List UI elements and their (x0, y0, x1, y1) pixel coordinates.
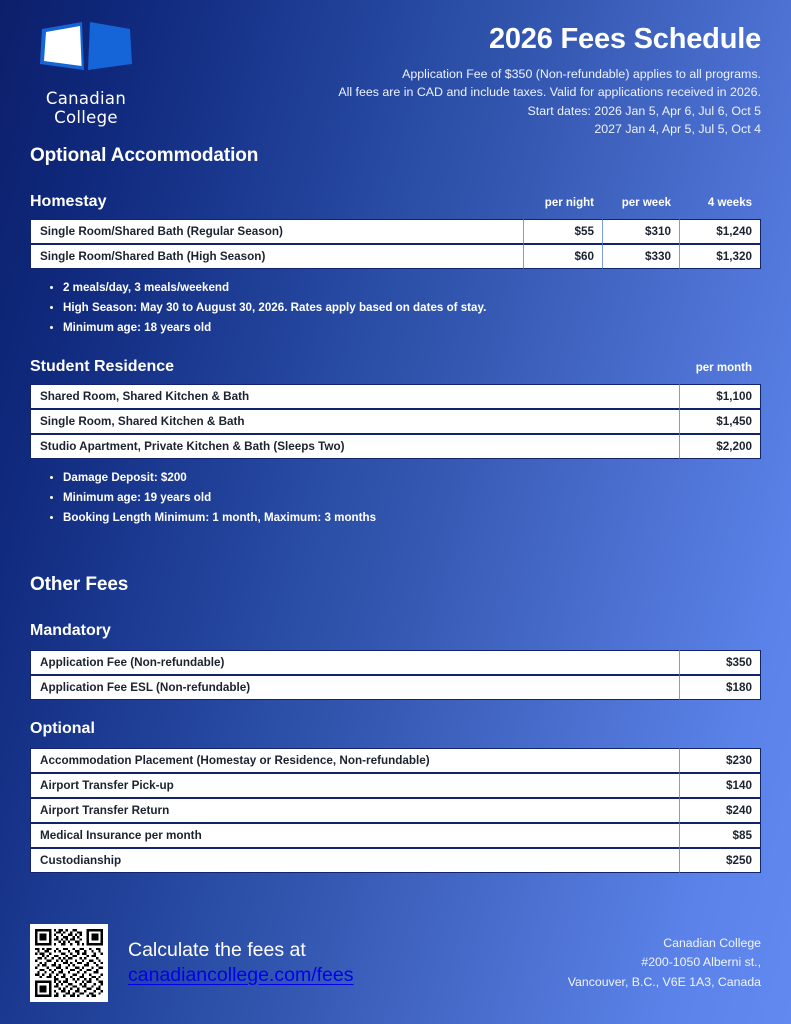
subsection-title-optional: Optional (30, 719, 95, 737)
row-price: $85 (680, 823, 761, 848)
brand-logo-text (34, 89, 138, 127)
footer-cta-block (30, 924, 353, 1002)
row-per-month: $1,100 (680, 384, 761, 409)
row-label: Single Room/Shared Bath (Regular Season) (30, 219, 524, 244)
column-header-per-night: per night (544, 197, 594, 209)
brand-logo (30, 16, 165, 127)
row-per-week: $330 (603, 244, 680, 269)
list-item: Minimum age: 19 years old (50, 488, 761, 508)
table-row (30, 244, 761, 269)
table-row (30, 409, 761, 434)
mandatory-fees-table (30, 650, 761, 700)
subsection-header-mandatory (30, 622, 761, 640)
fees-calculator-link[interactable]: canadiancollege.com/fees (128, 964, 354, 986)
list-item: Booking Length Minimum: 1 month, Maximum: 3 months (50, 508, 761, 528)
table-row (30, 675, 761, 700)
row-four-weeks: $1,320 (680, 244, 761, 269)
row-label: Custodianship (30, 848, 680, 873)
subsection-title-homestay: Homestay (30, 193, 107, 210)
list-item: 2 meals/day, 3 meals/weekend (50, 278, 761, 298)
page-content (0, 145, 791, 873)
header-text-block (338, 16, 761, 138)
residence-table (30, 384, 761, 459)
row-label: Studio Apartment, Private Kitchen & Bath (Sleeps Two) (30, 434, 680, 459)
row-per-week: $310 (603, 219, 680, 244)
open-book-logo-icon (34, 20, 138, 80)
row-label: Application Fee ESL (Non-refundable) (30, 675, 680, 700)
table-row (30, 219, 761, 244)
list-item: Minimum age: 18 years old (50, 318, 761, 338)
row-label: Medical Insurance per month (30, 823, 680, 848)
homestay-notes-list (50, 278, 761, 338)
page-header (0, 0, 791, 145)
homestay-table (30, 219, 761, 269)
row-label: Airport Transfer Return (30, 798, 680, 823)
section-title-other-fees: Other Fees (30, 573, 129, 595)
row-label: Application Fee (Non-refundable) (30, 650, 680, 675)
table-row (30, 650, 761, 675)
table-row (30, 798, 761, 823)
footer-address (568, 934, 761, 992)
row-per-night: $60 (524, 244, 603, 269)
column-header-per-week: per week (621, 197, 671, 209)
footer-cta-text (128, 938, 353, 988)
header-subtitle (338, 65, 761, 138)
row-label: Single Room, Shared Kitchen & Bath (30, 409, 680, 434)
subsection-header-homestay (30, 193, 761, 211)
table-row (30, 748, 761, 773)
table-row (30, 848, 761, 873)
row-per-month: $1,450 (680, 409, 761, 434)
column-header-four-weeks: 4 weeks (707, 197, 752, 209)
column-header-per-month: per month (695, 361, 752, 374)
row-label: Accommodation Placement (Homestay or Residence, Non-refundable) (30, 748, 680, 773)
subtitle-line-2: All fees are in CAD and include taxes. Valid for applications received in 2026. (338, 85, 761, 100)
table-row (30, 384, 761, 409)
footer-cta-line: Calculate the fees at (128, 939, 306, 962)
list-item: High Season: May 30 to August 30, 2026. Rates apply based on dates of stay. (50, 298, 761, 318)
section-title-accommodation: Optional Accommodation (30, 145, 259, 166)
row-price: $240 (680, 798, 761, 823)
row-label: Airport Transfer Pick-up (30, 773, 680, 798)
list-item: Damage Deposit: $200 (50, 468, 761, 488)
subtitle-line-4: 2027 Jan 4, Apr 5, Jul 5, Oct 4 (594, 121, 761, 136)
homestay-column-headers (524, 197, 761, 211)
qr-code-icon[interactable] (30, 924, 108, 1002)
row-price: $350 (680, 650, 761, 675)
address-line-1: Canadian College (663, 936, 761, 951)
brand-name-line1: Canadian (45, 89, 127, 108)
page-title: 2026 Fees Schedule (488, 23, 761, 55)
residence-column-headers (680, 362, 761, 376)
subsection-title-residence: Student Residence (30, 357, 175, 375)
residence-notes-list (50, 468, 761, 528)
address-line-2: #200-1050 Alberni st., (641, 955, 761, 970)
subsection-header-residence (30, 358, 761, 376)
row-label: Single Room/Shared Bath (High Season) (30, 244, 524, 269)
subtitle-line-1: Application Fee of $350 (Non-refundable) applies to all programs. (402, 66, 761, 81)
row-price: $250 (680, 848, 761, 873)
table-row (30, 773, 761, 798)
address-line-3: Vancouver, B.C., V6E 1A3, Canada (567, 974, 761, 989)
row-per-month: $2,200 (680, 434, 761, 459)
subsection-title-mandatory: Mandatory (30, 621, 111, 639)
page-footer (0, 924, 791, 1002)
row-price: $140 (680, 773, 761, 798)
optional-fees-table (30, 748, 761, 873)
row-per-night: $55 (524, 219, 603, 244)
table-row (30, 823, 761, 848)
subsection-header-optional (30, 720, 761, 738)
brand-name-line2: College (54, 108, 118, 128)
row-price: $230 (680, 748, 761, 773)
row-price: $180 (680, 675, 761, 700)
subtitle-line-3: Start dates: 2026 Jan 5, Apr 6, Jul 6, Oct 5 (527, 103, 761, 118)
table-row (30, 434, 761, 459)
row-four-weeks: $1,240 (680, 219, 761, 244)
row-label: Shared Room, Shared Kitchen & Bath (30, 384, 680, 409)
